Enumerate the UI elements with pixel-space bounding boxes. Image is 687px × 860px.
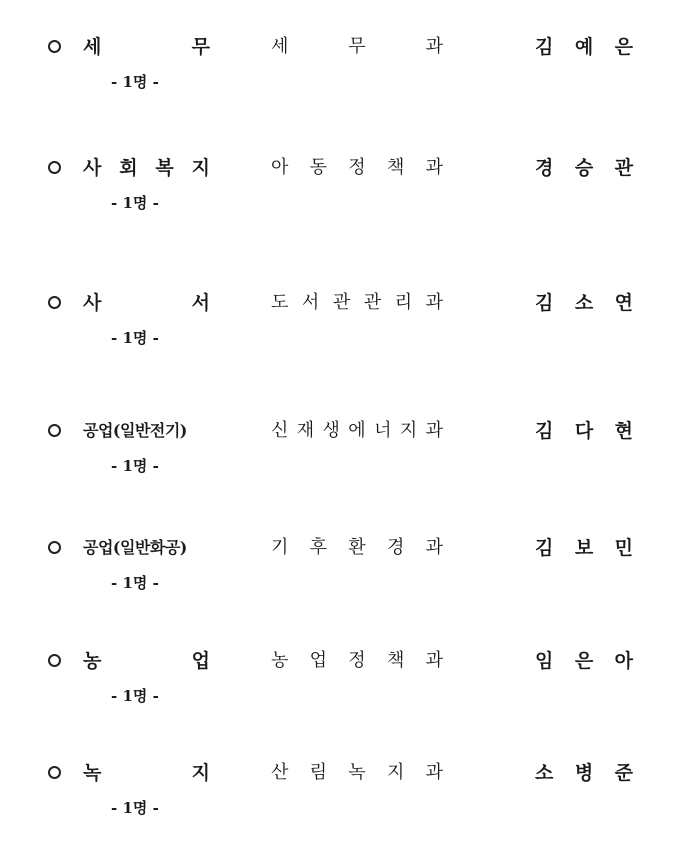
person-name: 임 은 아 [535, 650, 633, 672]
list-item [0, 420, 687, 500]
job-category: 공업(일반화공) [83, 538, 187, 557]
department: 농 업 정 책 과 [271, 650, 443, 671]
person-name: 소 병 준 [535, 762, 633, 784]
circle-bullet-icon [48, 161, 61, 174]
headcount: - 1명 - [111, 73, 159, 91]
person-name: 김 소 연 [535, 292, 633, 314]
circle-bullet-icon [48, 654, 61, 667]
job-category: 공업(일반전기) [83, 421, 187, 440]
job-category: 사 회 복 지 [83, 157, 210, 179]
headcount: - 1명 - [111, 329, 159, 347]
headcount: - 1명 - [111, 194, 159, 212]
headcount: - 1명 - [111, 574, 159, 592]
job-category: 농 업 [83, 650, 210, 672]
headcount: - 1명 - [111, 457, 159, 475]
circle-bullet-icon [48, 296, 61, 309]
circle-bullet-icon [48, 40, 61, 53]
list-item [0, 762, 687, 842]
headcount: - 1명 - [111, 799, 159, 817]
person-name: 김 예 은 [535, 36, 633, 58]
job-category: 세 무 [83, 36, 210, 58]
department: 도 서 관 관 리 과 [271, 292, 443, 313]
department: 기 후 환 경 과 [271, 537, 443, 558]
headcount: - 1명 - [111, 687, 159, 705]
list-item [0, 537, 687, 617]
person-name: 김 다 현 [535, 420, 633, 442]
department: 신 재 생 에 너 지 과 [271, 420, 443, 441]
list-item [0, 650, 687, 730]
circle-bullet-icon [48, 766, 61, 779]
department: 산 림 녹 지 과 [271, 762, 443, 783]
person-name: 경 승 관 [535, 157, 633, 179]
department: 세 무 과 [271, 36, 443, 57]
circle-bullet-icon [48, 541, 61, 554]
job-category: 사 서 [83, 292, 210, 314]
department: 아 동 정 책 과 [271, 157, 443, 178]
person-name: 김 보 민 [535, 537, 633, 559]
list-item [0, 157, 687, 237]
job-category: 녹 지 [83, 762, 210, 784]
list-item [0, 292, 687, 372]
list-item [0, 36, 687, 116]
circle-bullet-icon [48, 424, 61, 437]
